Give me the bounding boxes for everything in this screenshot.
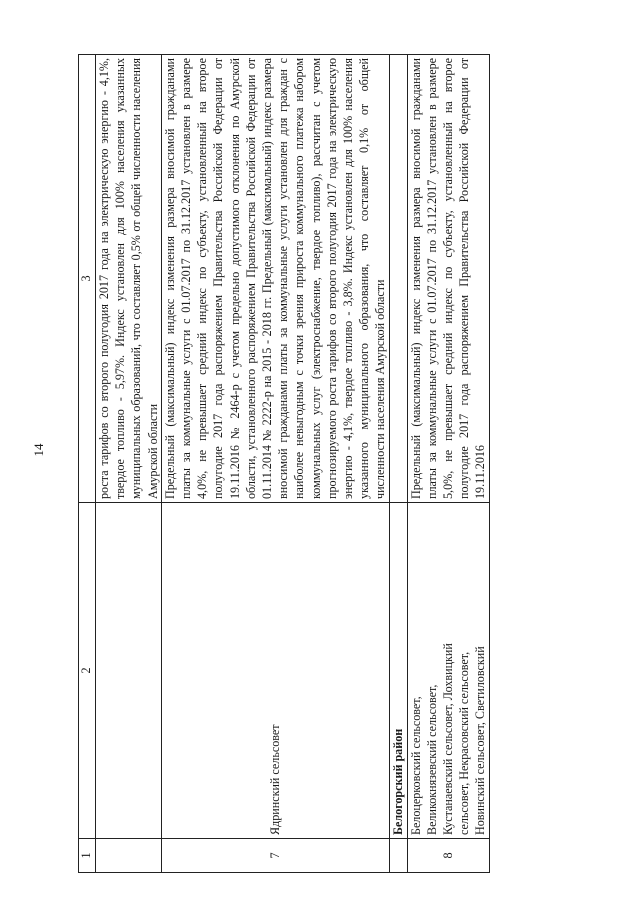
municipality-line: Великокнязевский сельсовет, [424,684,439,835]
index-description: Предельный (максимальный) индекс изменения размера вносимой гражданами платы за коммунальные услуги с 01.07.2017 по 31.12.2017 установлен в размере 4,0%, не превышает средний индекс по субъекту, установленный на второе полугодие 2017 года распоряжением Правительства Российской Федерации от 19.11.2016 № 2464-р с учетом предельно допустимого отклонения по Амурской области, установленного распоряжением Правительства Российской Федерации от 01.11.2014 № 2222-р на 2015 - 2018 гг. Предельный (максимальный) индекс размера вносимой гражданами платы за коммунальные услуги установлен для граждан с наиболее невыгодным с точки зрения прироста коммунального платежа набором коммунальных услуг (электроснабжение, твердое топливо), рассчитан с учетом прогнозируемого роста тарифов со второго полугодия 2017 года на электрическую энергию - 4,1%, твердое топливо - 3,8%. Индекс установлен для 100% населения указанного муниципального образования, что составляет 0,1% от общей численности населения Амурской области [161,55,389,503]
municipality-cell: Ядринский сельсовет [161,503,389,839]
table-row [96,55,162,873]
municipality-line: Белоцерковский сельсовет, [408,696,423,835]
municipality-cell [96,503,162,839]
index-description: роста тарифов со второго полугодия 2017 года на электрическую энергию - 4,1%, твердое топливо - 5,97%. Индекс установлен для 100% населения указанных муниципальных образований, что составляет 0,5% от общей численности населения Амурской области [96,55,162,503]
table-row [407,55,489,873]
row-number: 7 [161,839,389,873]
index-description: Предельный (максимальный) индекс изменения размера вносимой гражданами платы за коммунальные услуги с 01.07.2017 по 31.12.2017 установлен в размере 5,0%, не превышает средний индекс по субъекту, установленный на второе полугодие 2017 года распоряжением Правительства Российской Федерации от 19.11.2016 [407,55,489,503]
page-number: 14 [31,443,46,457]
section-title: Белогорский район [389,503,407,839]
document-sheet [78,55,599,873]
header-col-1: 1 [79,839,96,873]
row-number: 8 [407,839,489,873]
section-empty-cell [389,839,407,873]
section-empty-cell [389,55,407,503]
municipality-line: Новинский сельсовет, Светиловский [473,646,488,835]
municipality-cell [407,503,489,839]
header-col-3: 3 [79,55,96,503]
municipality-line: Кустанаевский сельсовет, Лохвицкий [441,643,456,835]
table-row [161,55,389,873]
header-col-2: 2 [79,503,96,839]
section-row [389,55,407,873]
header-row [79,55,96,873]
municipality-line: сельсовет, Некрасовский сельсовет, [457,651,472,835]
indices-table [78,54,490,873]
row-number [96,839,162,873]
